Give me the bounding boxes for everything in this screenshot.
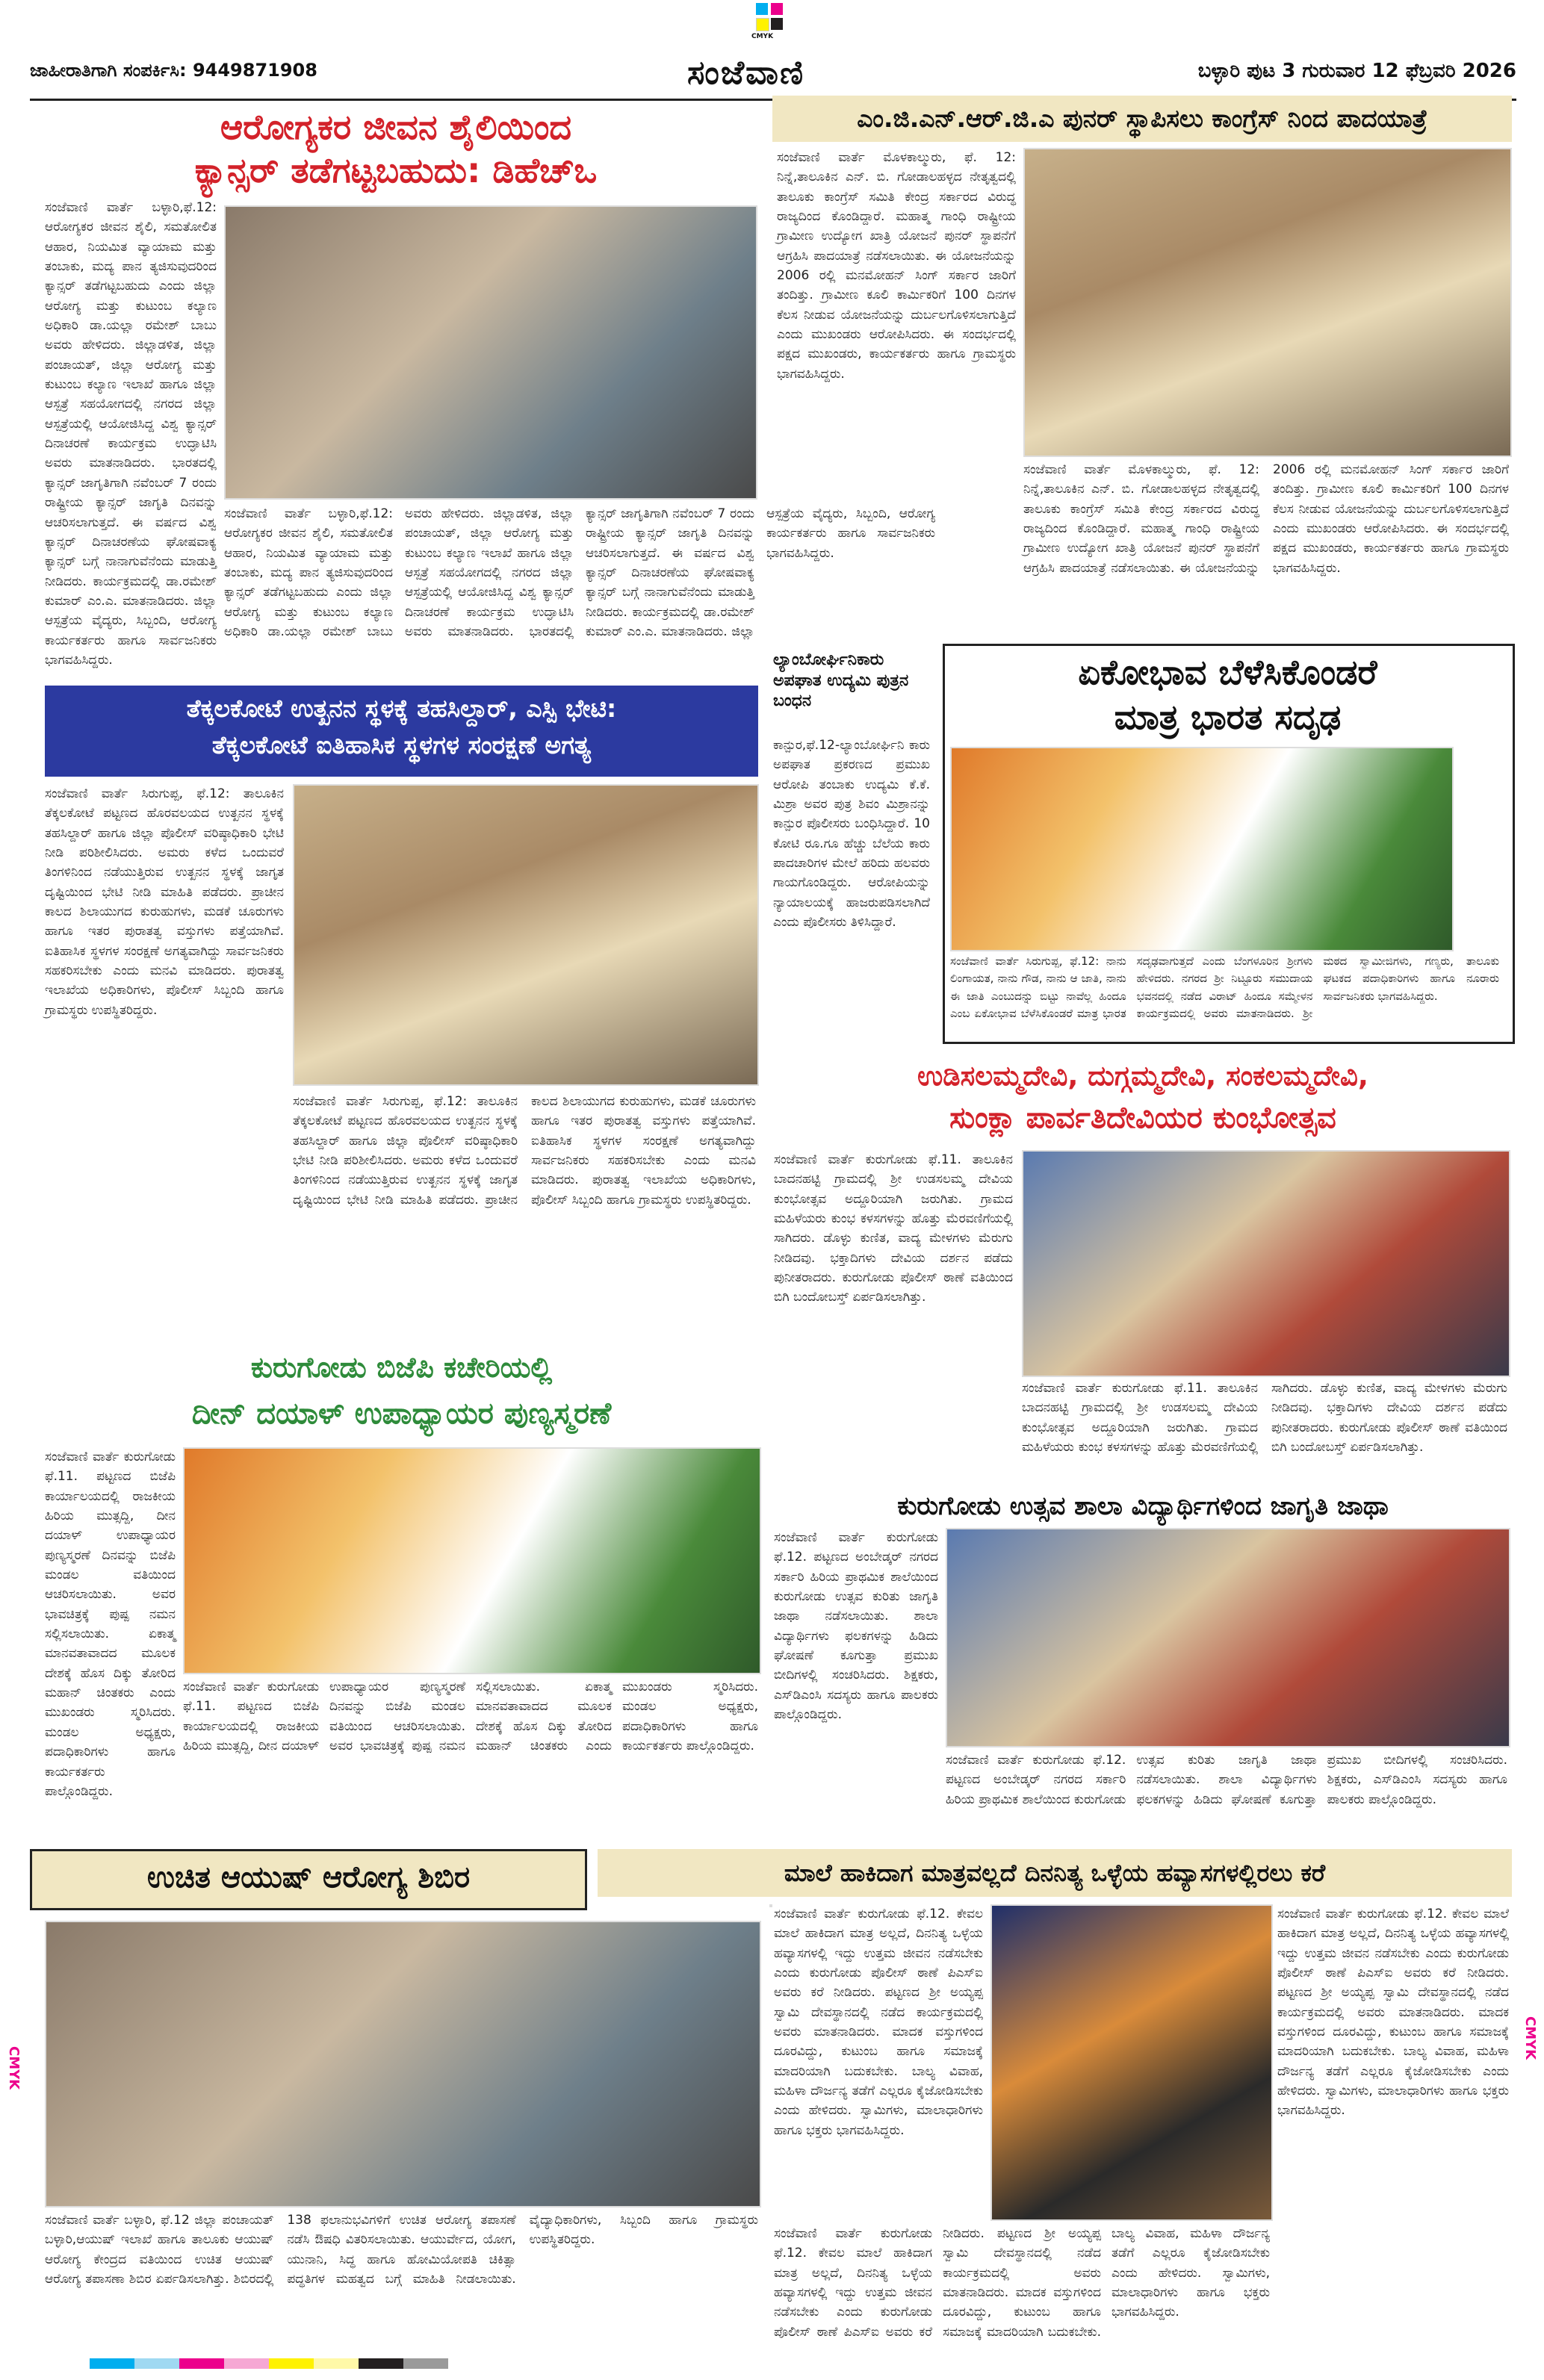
ayush-headline-box xyxy=(30,1849,587,1910)
cancer-headline-line2: ಕ್ಯಾನ್ಸರ್ ತಡೆಗಟ್ಟಬಹುದು: ಡಿಹೆಚ್‌ಒ xyxy=(194,150,598,190)
kumbhotsava-body-col1: ಸಂಜೆವಾಣಿ ವಾರ್ತೆ ಕುರುಗೋಡು ಫೆ.11. ತಾಲೂಕಿನ ಬಾದನಹಟ್ಟಿ ಗ್ರಾಮದಲ್ಲಿ ಶ್ರೀ ಉಡಸಲಮ್ಮ ದೇವಿಯ ಕುಂಭೋತ್ಸವ ಅದ್ದೂರಿಯಾಗಿ ಜರುಗಿತು. ಗ್ರಾಮದ ಮಹಿಳೆಯರು ಕುಂಭ ಕಳಸಗಳನ್ನು ಹೊತ್ತು ಮೆರವಣಿಗೆಯಲ್ಲಿ ಸಾಗಿದರು. ಡೊಳ್ಳು ಕುಣಿತ, ವಾದ್ಯ ಮೇಳಗಳು ಮೆರುಗು ನೀಡಿದವು. ಭಕ್ತಾದಿಗಳು ದೇವಿಯ ದರ್ಶನ ಪಡೆದು ಪುನೀತರಾದರು. ಕುರುಗೋಡು ಪೊಲೀಸ್ ಠಾಣೆ ವತಿಯಿಂದ ಬಿಗಿ ಬಂದೋಬಸ್ತ್ ಏರ್ಪಡಿಸಲಾಗಿತ್ತು. xyxy=(774,1152,1013,1305)
cmyk-left-label: CMYK xyxy=(6,2046,22,2090)
color-swatch xyxy=(359,2358,403,2369)
ekobhava-headline-line1: ಏಕೋಭಾವ ಬೆಳೆಸಿಕೊಂಡರೆ xyxy=(1078,652,1377,692)
deen-dayal-body-col1: ಸಂಜೆವಾಣಿ ವಾರ್ತೆ ಕುರುಗೋಡು ಫೆ.11. ಪಟ್ಟಣದ ಬಿಜೆಪಿ ಕಾರ್ಯಾಲಯದಲ್ಲಿ ರಾಜಕೀಯ ಹಿರಿಯ ಮುತ್ಸದ್ದಿ, ದೀನ ದಯಾಳ್ ಉಪಾಧ್ಯಾಯರ ಪುಣ್ಯಸ್ಮರಣೆ ದಿನವನ್ನು ಬಿಜೆಪಿ ಮಂಡಲ ವತಿಯಿಂದ ಆಚರಿಸಲಾಯಿತು. ಅವರ ಭಾವಚಿತ್ರಕ್ಕೆ ಪುಷ್ಪ ನಮನ ಸಲ್ಲಿಸಲಾಯಿತು. ಏಕಾತ್ಮ ಮಾನವತಾವಾದದ ಮೂಲಕ ದೇಶಕ್ಕೆ ಹೊಸ ದಿಕ್ಕು ತೋರಿದ ಮಹಾನ್ ಚಿಂತಕರು ಎಂದು ಮುಖಂಡರು ಸ್ಮರಿಸಿದರು. ಮಂಡಲ ಅಧ್ಯಕ್ಷರು, ಪದಾಧಿಕಾರಿಗಳು ಹಾಗೂ ಕಾರ್ಯಕರ್ತರು ಪಾಲ್ಗೊಂಡಿದ್ದರು. xyxy=(45,1450,176,1799)
paper-logo xyxy=(687,54,804,92)
ekobhava-headline-line2: ಮಾತ್ರ ಭಾರತ ಸದೃಢ xyxy=(1114,697,1342,737)
cancer-body-col2: ಸಂಜೆವಾಣಿ ವಾರ್ತೆ ಬಳ್ಳಾರಿ,ಫೆ.12: ಆರೋಗ್ಯಕರ ಜೀವನ ಶೈಲಿ, ಸಮತೋಲಿತ ಆಹಾರ, ನಿಯಮಿತ ವ್ಯಾಯಾಮ ಮತ್ತು ತಂಬಾಕು, ಮದ್ಯ ಪಾನ ತ್ಯಜಿಸುವುದರಿಂದ ಕ್ಯಾನ್ಸರ್ ತಡೆಗಟ್ಟಬಹುದು ಎಂದು ಜಿಲ್ಲಾ ಆರೋಗ್ಯ ಮತ್ತು ಕುಟುಂಬ ಕಲ್ಯಾಣ ಅಧಿಕಾರಿ ಡಾ.ಯಲ್ಲಾ ರಮೇಶ್ ಬಾಬು ಅವರು ಹೇಳಿದರು. ಜಿಲ್ಲಾಡಳಿತ, ಜಿಲ್ಲಾ ಪಂಚಾಯತ್, ಜಿಲ್ಲಾ ಆರೋಗ್ಯ ಮತ್ತು ಕುಟುಂಬ ಕಲ್ಯಾಣ ಇಲಾಖೆ ಹಾಗೂ ಜಿಲ್ಲಾ ಆಸ್ಪತ್ರೆ ಸಹಯೋಗದಲ್ಲಿ ನಗರದ ಜಿಲ್ಲಾ ಆಸ್ಪತ್ರೆಯಲ್ಲಿ ಆಯೋಜಿಸಿದ್ದ ವಿಶ್ವ ಕ್ಯಾನ್ಸರ್ ದಿನಾಚರಣೆ ಕಾರ್ಯಕ್ರಮ ಉದ್ಘಾಟಿಸಿ ಅವರು ಮಾತನಾಡಿದರು. ಭಾರತದಲ್ಲಿ ಕ್ಯಾನ್ಸರ್ ಜಾಗೃತಿಗಾಗಿ ನವೆಂಬರ್ 7 ರಂದು ರಾಷ್ಟ್ರೀಯ ಕ್ಯಾನ್ಸರ್ ಜಾಗೃತಿ ದಿನವನ್ನು ಆಚರಿಸಲಾಗುತ್ತದೆ. ಈ ವರ್ಷದ ವಿಶ್ವ ಕ್ಯಾನ್ಸರ್ ದಿನಾಚರಣೆಯ ಘೋಷವಾಕ್ಯ ಕ್ಯಾನ್ಸರ್ ಬಗ್ಗೆ ನಾನಾಗುವೆನೆಂದು ಮಾಡುತ್ತಿ ನೀಡಿದರು. ಕಾರ್ಯಕ್ರಮದಲ್ಲಿ ಡಾ.ರಮೇಶ್ ಕುಮಾರ್ ಎಂ.ಎ. ಮಾತನಾಡಿದರು. ಜಿಲ್ಲಾ ಆಸ್ಪತ್ರೆಯ ವೈದ್ಯರು, ಸಿಬ್ಬಂದಿ, ಆರೋಗ್ಯ ಕಾರ್ಯಕರ್ತರು ಹಾಗೂ ಸಾರ್ವಜನಿಕರು ಭಾಗವಹಿಸಿದ್ದರು. xyxy=(224,506,935,640)
maale-spacer xyxy=(769,1904,772,1907)
padayatra-photo xyxy=(1023,148,1512,457)
maale-body-col3: ಸಂಜೆವಾಣಿ ವಾರ್ತೆ ಕುರುಗೋಡು ಫೆ.12. ಕೇವಲ ಮಾಲೆ ಹಾಕಿದಾಗ ಮಾತ್ರ ಅಲ್ಲದೆ, ದಿನನಿತ್ಯ ಒಳ್ಳೆಯ ಹವ್ಯಾಸಗಳಲ್ಲಿ ಇದ್ದು ಉತ್ತಮ ಜೀವನ ನಡೆಸಬೇಕು ಎಂದು ಕುರುಗೋಡು ಪೊಲೀಸ್ ಠಾಣೆ ಪಿಎಸ್‌ಐ ಅವರು ಕರೆ ನೀಡಿದರು. ಪಟ್ಟಣದ ಶ್ರೀ ಅಯ್ಯಪ್ಪ ಸ್ವಾಮಿ ದೇವಸ್ಥಾನದಲ್ಲಿ ನಡೆದ ಕಾರ್ಯಕ್ರಮದಲ್ಲಿ ಅವರು ಮಾತನಾಡಿದರು. ಮಾದಕ ವಸ್ತುಗಳಿಂದ ದೂರವಿದ್ದು, ಕುಟುಂಬ ಹಾಗೂ ಸಮಾಜಕ್ಕೆ ಮಾದರಿಯಾಗಿ ಬದುಕಬೇಕು. ಬಾಲ್ಯ ವಿವಾಹ, ಮಹಿಳಾ ದೌರ್ಜನ್ಯ ತಡೆಗೆ ಎಲ್ಲರೂ ಕೈಜೋಡಿಸಬೇಕು ಎಂದು ಹೇಳಿದರು. ಸ್ವಾಮಿಗಳು, ಮಾಲಾಧಾರಿಗಳು ಹಾಗೂ ಭಕ್ತರು ಭಾಗವಹಿಸಿದ್ದರು. xyxy=(1277,1907,1509,2119)
ayush-headline: ಉಚಿತ ಆಯುಷ್ ಆರೋಗ್ಯ ಶಿಬಿರ xyxy=(146,1860,471,1895)
cmyk-left-mark xyxy=(6,2046,22,2092)
cancer-headline-line1: ಆರೋಗ್ಯಕರ ಜೀವನ ಶೈಲಿಯಿಂದ xyxy=(220,107,572,147)
padayatra-headline-box xyxy=(772,96,1512,142)
padayatra-body-col1: ಸಂಜೆವಾಣಿ ವಾರ್ತೆ ಮೊಳಕಾಲ್ಮುರು, ಫೆ. 12: ನಿನ್ನೆ,ತಾಲೂಕಿನ ಎನ್. ಬಿ. ಗೋಡಾಲಹಳ್ಳದ ನೇತೃತ್ವದಲ್ಲಿ ತಾಲೂಕು ಕಾಂಗ್ರೆಸ್ ಸಮಿತಿ ಕೇಂದ್ರ ಸರ್ಕಾರದ ವಿರುದ್ಧ ರಾಜ್ಯದಿಂದ ಕೊಂಡಿದ್ದಾರೆ. ಮಹಾತ್ಮ ಗಾಂಧಿ ರಾಷ್ಟ್ರೀಯ ಗ್ರಾಮೀಣ ಉದ್ಯೋಗ ಖಾತ್ರಿ ಯೋಜನೆ ಪುನರ್ ಸ್ಥಾಪನೆಗೆ ಆಗ್ರಹಿಸಿ ಪಾದಯಾತ್ರೆ ನಡೆಸಲಾಯಿತು. ಈ ಯೋಜನೆಯನ್ನು 2006 ರಲ್ಲಿ ಮನಮೋಹನ್ ಸಿಂಗ್ ಸರ್ಕಾರ ಜಾರಿಗೆ ತಂದಿತ್ತು. ಗ್ರಾಮೀಣ ಕೂಲಿ ಕಾರ್ಮಿಕರಿಗೆ 100 ದಿನಗಳ ಕೆಲಸ ನೀಡುವ ಯೋಜನೆಯನ್ನು ದುರ್ಬಲಗೊಳಿಸಲಾಗುತ್ತಿದೆ ಎಂದು ಮುಖಂಡರು ಆರೋಪಿಸಿದರು. ಈ ಸಂದರ್ಭದಲ್ಲಿ ಪಕ್ಷದ ಮುಖಂಡರು, ಕಾರ್ಯಕರ್ತರು ಹಾಗೂ ಗ್ರಾಮಸ್ಥರು ಭಾಗವಹಿಸಿದ್ದರು. xyxy=(777,150,1016,382)
maale-body-col1: ಸಂಜೆವಾಣಿ ವಾರ್ತೆ ಕುರುಗೋಡು ಫೆ.12. ಕೇವಲ ಮಾಲೆ ಹಾಕಿದಾಗ ಮಾತ್ರ ಅಲ್ಲದೆ, ದಿನನಿತ್ಯ ಒಳ್ಳೆಯ ಹವ್ಯಾಸಗಳಲ್ಲಿ ಇದ್ದು ಉತ್ತಮ ಜೀವನ ನಡೆಸಬೇಕು ಎಂದು ಕುರುಗೋಡು ಪೊಲೀಸ್ ಠಾಣೆ ಪಿಎಸ್‌ಐ ಅವರು ಕರೆ ನೀಡಿದರು. ಪಟ್ಟಣದ ಶ್ರೀ ಅಯ್ಯಪ್ಪ ಸ್ವಾಮಿ ದೇವಸ್ಥಾನದಲ್ಲಿ ನಡೆದ ಕಾರ್ಯಕ್ರಮದಲ್ಲಿ ಅವರು ಮಾತನಾಡಿದರು. ಮಾದಕ ವಸ್ತುಗಳಿಂದ ದೂರವಿದ್ದು, ಕುಟುಂಬ ಹಾಗೂ ಸಮಾಜಕ್ಕೆ ಮಾದರಿಯಾಗಿ ಬದುಕಬೇಕು. ಬಾಲ್ಯ ವಿವಾಹ, ಮಹಿಳಾ ದೌರ್ಜನ್ಯ ತಡೆಗೆ ಎಲ್ಲರೂ ಕೈಜೋಡಿಸಬೇಕು ಎಂದು ಹೇಳಿದರು. ಸ್ವಾಮಿಗಳು, ಮಾಲಾಧಾರಿಗಳು ಹಾಗೂ ಭಕ್ತರು ಭಾಗವಹಿಸಿದ್ದರು. xyxy=(774,1907,983,2138)
deen-dayal-headline-line1: ಕುರುಗೋಡು ಬಿಜೆಪಿ ಕಚೇರಿಯಲ್ಲಿ xyxy=(250,1351,553,1384)
jatha-headline: ಕುರುಗೋಡು ಉತ್ಸವ ಶಾಲಾ ವಿದ್ಯಾರ್ಥಿಗಳಿಂದ ಜಾಗೃತಿ ಜಾಥಾ xyxy=(897,1491,1389,1521)
tekkalakote-headline-banner xyxy=(45,686,758,777)
maale-body-col2: ಸಂಜೆವಾಣಿ ವಾರ್ತೆ ಕುರುಗೋಡು ಫೆ.12. ಕೇವಲ ಮಾಲೆ ಹಾಕಿದಾಗ ಮಾತ್ರ ಅಲ್ಲದೆ, ದಿನನಿತ್ಯ ಒಳ್ಳೆಯ ಹವ್ಯಾಸಗಳಲ್ಲಿ ಇದ್ದು ಉತ್ತಮ ಜೀವನ ನಡೆಸಬೇಕು ಎಂದು ಕುರುಗೋಡು ಪೊಲೀಸ್ ಠಾಣೆ ಪಿಎಸ್‌ಐ ಅವರು ಕರೆ ನೀಡಿದರು. ಪಟ್ಟಣದ ಶ್ರೀ ಅಯ್ಯಪ್ಪ ಸ್ವಾಮಿ ದೇವಸ್ಥಾನದಲ್ಲಿ ನಡೆದ ಕಾರ್ಯಕ್ರಮದಲ್ಲಿ ಅವರು ಮಾತನಾಡಿದರು. ಮಾದಕ ವಸ್ತುಗಳಿಂದ ದೂರವಿದ್ದು, ಕುಟುಂಬ ಹಾಗೂ ಸಮಾಜಕ್ಕೆ ಮಾದರಿಯಾಗಿ ಬದುಕಬೇಕು. ಬಾಲ್ಯ ವಿವಾಹ, ಮಹಿಳಾ ದೌರ್ಜನ್ಯ ತಡೆಗೆ ಎಲ್ಲರೂ ಕೈಜೋಡಿಸಬೇಕು ಎಂದು ಹೇಳಿದರು. ಸ್ವಾಮಿಗಳು, ಮಾಲಾಧಾರಿಗಳು ಹಾಗೂ ಭಕ್ತರು ಭಾಗವಹಿಸಿದ್ದರು. xyxy=(774,2226,1270,2340)
color-swatch xyxy=(403,2358,448,2369)
color-swatch xyxy=(90,2358,134,2369)
cmyk-top-mark xyxy=(751,3,789,40)
cancer-body-col1: ಸಂಜೆವಾಣಿ ವಾರ್ತೆ ಬಳ್ಳಾರಿ,ಫೆ.12: ಆರೋಗ್ಯಕರ ಜೀವನ ಶೈಲಿ, ಸಮತೋಲಿತ ಆಹಾರ, ನಿಯಮಿತ ವ್ಯಾಯಾಮ ಮತ್ತು ತಂಬಾಕು, ಮದ್ಯ ಪಾನ ತ್ಯಜಿಸುವುದರಿಂದ ಕ್ಯಾನ್ಸರ್ ತಡೆಗಟ್ಟಬಹುದು ಎಂದು ಜಿಲ್ಲಾ ಆರೋಗ್ಯ ಮತ್ತು ಕುಟುಂಬ ಕಲ್ಯಾಣ ಅಧಿಕಾರಿ ಡಾ.ಯಲ್ಲಾ ರಮೇಶ್ ಬಾಬು ಅವರು ಹೇಳಿದರು. ಜಿಲ್ಲಾಡಳಿತ, ಜಿಲ್ಲಾ ಪಂಚಾಯತ್, ಜಿಲ್ಲಾ ಆರೋಗ್ಯ ಮತ್ತು ಕುಟುಂಬ ಕಲ್ಯಾಣ ಇಲಾಖೆ ಹಾಗೂ ಜಿಲ್ಲಾ ಆಸ್ಪತ್ರೆ ಸಹಯೋಗದಲ್ಲಿ ನಗರದ ಜಿಲ್ಲಾ ಆಸ್ಪತ್ರೆಯಲ್ಲಿ ಆಯೋಜಿಸಿದ್ದ ವಿಶ್ವ ಕ್ಯಾನ್ಸರ್ ದಿನಾಚರಣೆ ಕಾರ್ಯಕ್ರಮ ಉದ್ಘಾಟಿಸಿ ಅವರು ಮಾತನಾಡಿದರು. ಭಾರತದಲ್ಲಿ ಕ್ಯಾನ್ಸರ್ ಜಾಗೃತಿಗಾಗಿ ನವೆಂಬರ್ 7 ರಂದು ರಾಷ್ಟ್ರೀಯ ಕ್ಯಾನ್ಸರ್ ಜಾಗೃತಿ ದಿನವನ್ನು ಆಚರಿಸಲಾಗುತ್ತದೆ. ಈ ವರ್ಷದ ವಿಶ್ವ ಕ್ಯಾನ್ಸರ್ ದಿನಾಚರಣೆಯ ಘೋಷವಾಕ್ಯ ಕ್ಯಾನ್ಸರ್ ಬಗ್ಗೆ ನಾನಾಗುವೆನೆಂದು ಮಾಡುತ್ತಿ ನೀಡಿದರು. ಕಾರ್ಯಕ್ರಮದಲ್ಲಿ ಡಾ.ರಮೇಶ್ ಕುಮಾರ್ ಎಂ.ಎ. ಮಾತನಾಡಿದರು. ಜಿಲ್ಲಾ ಆಸ್ಪತ್ರೆಯ ವೈದ್ಯರು, ಸಿಬ್ಬಂದಿ, ಆರೋಗ್ಯ ಕಾರ್ಯಕರ್ತರು ಹಾಗೂ ಸಾರ್ವಜನಿಕರು ಭಾಗವಹಿಸಿದ್ದರು. xyxy=(45,200,217,668)
color-swatch xyxy=(269,2358,314,2369)
jatha-body-col2: ಸಂಜೆವಾಣಿ ವಾರ್ತೆ ಕುರುಗೋಡು ಫೆ.12. ಪಟ್ಟಣದ ಅಂಬೇಡ್ಕರ್ ನಗರದ ಸರ್ಕಾರಿ ಹಿರಿಯ ಪ್ರಾಥಮಿಕ ಶಾಲೆಯಿಂದ ಕುರುಗೋಡು ಉತ್ಸವ ಕುರಿತು ಜಾಗೃತಿ ಜಾಥಾ ನಡೆಸಲಾಯಿತು. ಶಾಲಾ ವಿದ್ಯಾರ್ಥಿಗಳು ಫಲಕಗಳನ್ನು ಹಿಡಿದು ಘೋಷಣೆ ಕೂಗುತ್ತಾ ಪ್ರಮುಖ ಬೀದಿಗಳಲ್ಲಿ ಸಂಚರಿಸಿದರು. ಶಿಕ್ಷಕರು, ಎಸ್‌ಡಿಎಂಸಿ ಸದಸ್ಯರು ಹಾಗೂ ಪಾಲಕರು ಪಾಲ್ಗೊಂಡಿದ್ದರು. xyxy=(946,1753,1507,1807)
masthead xyxy=(30,54,1516,101)
dateline: ಬಳ್ಳಾರಿ ಪುಟ 3 ಗುರುವಾರ 12 ಫೆಬ್ರವರಿ 2026 xyxy=(1197,60,1516,82)
maale-gathering-photo xyxy=(990,1904,1273,2221)
ekobhava-body: ಸಂಜೆವಾಣಿ ವಾರ್ತೆ ಸಿರುಗುಪ್ಪ, ಫೆ.12: ನಾನು ಲಿಂಗಾಯತ, ನಾನು ಗೌಡ, ನಾನು ಆ ಜಾತಿ, ನಾನು ಈ ಜಾತಿ ಎಂಬುದನ್ನು ಬಿಟ್ಟು ನಾವೆಲ್ಲ ಹಿಂದೂ ಎಂಬ ಏಕೋಭಾವ ಬೆಳೆಸಿಕೊಂಡರೆ ಮಾತ್ರ ಭಾರತ ಸದೃಢವಾಗುತ್ತದೆ ಎಂದು ಬೆಂಗಳೂರಿನ ಶ್ರೀಗಳು ಹೇಳಿದರು. ನಗರದ ಶ್ರೀ ನಿಟ್ಟೂರು ಸಮುದಾಯ ಭವನದಲ್ಲಿ ನಡೆದ ವಿರಾಟ್ ಹಿಂದೂ ಸಮ್ಮೇಳನ ಕಾರ್ಯಕ್ರಮದಲ್ಲಿ ಅವರು ಮಾತನಾಡಿದರು. ಶ್ರೀ ಮಠದ ಸ್ವಾಮೀಜಿಗಳು, ಗಣ್ಯರು, ತಾಲೂಕು ಘಟಕದ ಪದಾಧಿಕಾರಿಗಳು ಹಾಗೂ ನೂರಾರು ಸಾರ್ವಜನಿಕರು ಭಾಗವಹಿಸಿದ್ದರು. xyxy=(950,954,1499,1020)
kumbhotsava-headline-line2: ಸುಂಕ್ಲಾ ಪಾರ್ವತಿದೇವಿಯರ ಕುಂಭೋತ್ಸವ xyxy=(949,1101,1336,1135)
lyamboti-headline: ಲ್ಯಾಂಬೋರ್ಘಿನಿಕಾರು ಅಪಘಾತ ಉದ್ಯಮಿ ಪುತ್ರನ ಬಂಧನ xyxy=(773,650,909,710)
padayatra-headline: ಎಂ.ಜಿ.ಎನ್.ಆರ್.ಜಿ.ಎ ಪುನರ್ ಸ್ಥಾಪಿಸಲು ಕಾಂಗ್ರೆಸ್ ನಿಂದ ಪಾದಯಾತ್ರೆ xyxy=(857,104,1427,133)
maale-headline: ಮಾಲೆ ಹಾಕಿದಾಗ ಮಾತ್ರವಲ್ಲದೆ ದಿನನಿತ್ಯ ಒಳ್ಳೆಯ ಹವ್ಯಾಸಗಳಲ್ಲಿರಲು ಕರೆ xyxy=(784,1859,1326,1887)
ekobhava-stage-photo xyxy=(950,747,1454,951)
deen-dayal-headline-line2: ದೀನ್ ದಯಾಳ್ ಉಪಾಧ್ಯಾಯರ ಪುಣ್ಯಸ್ಮರಣೆ xyxy=(191,1396,612,1431)
color-swatch xyxy=(314,2358,359,2369)
padayatra-body-col2: ಸಂಜೆವಾಣಿ ವಾರ್ತೆ ಮೊಳಕಾಲ್ಮುರು, ಫೆ. 12: ನಿನ್ನೆ,ತಾಲೂಕಿನ ಎನ್. ಬಿ. ಗೋಡಾಲಹಳ್ಳದ ನೇತೃತ್ವದಲ್ಲಿ ತಾಲೂಕು ಕಾಂಗ್ರೆಸ್ ಸಮಿತಿ ಕೇಂದ್ರ ಸರ್ಕಾರದ ವಿರುದ್ಧ ರಾಜ್ಯದಿಂದ ಕೊಂಡಿದ್ದಾರೆ. ಮಹಾತ್ಮ ಗಾಂಧಿ ರಾಷ್ಟ್ರೀಯ ಗ್ರಾಮೀಣ ಉದ್ಯೋಗ ಖಾತ್ರಿ ಯೋಜನೆ ಪುನರ್ ಸ್ಥಾಪನೆಗೆ ಆಗ್ರಹಿಸಿ ಪಾದಯಾತ್ರೆ ನಡೆಸಲಾಯಿತು. ಈ ಯೋಜನೆಯನ್ನು 2006 ರಲ್ಲಿ ಮನಮೋಹನ್ ಸಿಂಗ್ ಸರ್ಕಾರ ಜಾರಿಗೆ ತಂದಿತ್ತು. ಗ್ರಾಮೀಣ ಕೂಲಿ ಕಾರ್ಮಿಕರಿಗೆ 100 ದಿನಗಳ ಕೆಲಸ ನೀಡುವ ಯೋಜನೆಯನ್ನು ದುರ್ಬಲಗೊಳಿಸಲಾಗುತ್ತಿದೆ ಎಂದು ಮುಖಂಡರು ಆರೋಪಿಸಿದರು. ಈ ಸಂದರ್ಭದಲ್ಲಿ ಪಕ್ಷದ ಮುಖಂಡರು, ಕಾರ್ಯಕರ್ತರು ಹಾಗೂ ಗ್ರಾಮಸ್ಥರು ಭಾಗವಹಿಸಿದ್ದರು. xyxy=(1023,462,1509,576)
color-swatch xyxy=(179,2358,224,2369)
color-swatch xyxy=(134,2358,179,2369)
jatha-body-col1: ಸಂಜೆವಾಣಿ ವಾರ್ತೆ ಕುರುಗೋಡು ಫೆ.12. ಪಟ್ಟಣದ ಅಂಬೇಡ್ಕರ್ ನಗರದ ಸರ್ಕಾರಿ ಹಿರಿಯ ಪ್ರಾಥಮಿಕ ಶಾಲೆಯಿಂದ ಕುರುಗೋಡು ಉತ್ಸವ ಕುರಿತು ಜಾಗೃತಿ ಜಾಥಾ ನಡೆಸಲಾಯಿತು. ಶಾಲಾ ವಿದ್ಯಾರ್ಥಿಗಳು ಫಲಕಗಳನ್ನು ಹಿಡಿದು ಘೋಷಣೆ ಕೂಗುತ್ತಾ ಪ್ರಮುಖ ಬೀದಿಗಳಲ್ಲಿ ಸಂಚರಿಸಿದರು. ಶಿಕ್ಷಕರು, ಎಸ್‌ಡಿಎಂಸಿ ಸದಸ್ಯರು ಹಾಗೂ ಪಾಲಕರು ಪಾಲ್ಗೊಂಡಿದ್ದರು. xyxy=(774,1530,938,1723)
ad-contact: ಜಾಹೀರಾತಿಗಾಗಿ ಸಂಪರ್ಕಿಸಿ: 9449871908 xyxy=(30,60,317,81)
tekkalakote-headline-line1: ತೆಕ್ಕಲಕೋಟೆ ಉತ್ಖನನ ಸ್ಥಳಕ್ಕೆ ತಹಸಿಲ್ದಾರ್, ಎಸ್ಪಿ ಭೇಟಿ: xyxy=(186,694,617,723)
cmyk-right-label: CMYK xyxy=(1522,2016,1538,2060)
tekkalakote-site-photo xyxy=(293,784,759,1086)
tekkalakote-body-col2: ಸಂಜೆವಾಣಿ ವಾರ್ತೆ ಸಿರುಗುಪ್ಪ, ಫೆ.12: ತಾಲೂಕಿನ ತೆಕ್ಕಲಕೋಟೆ ಪಟ್ಟಣದ ಹೊರವಲಯದ ಉತ್ಖನನ ಸ್ಥಳಕ್ಕೆ ತಹಸಿಲ್ದಾರ್ ಹಾಗೂ ಜಿಲ್ಲಾ ಪೊಲೀಸ್ ವರಿಷ್ಠಾಧಿಕಾರಿ ಭೇಟಿ ನೀಡಿ ಪರಿಶೀಲಿಸಿದರು. ಅಮರು ಕಳೆದ ಒಂದುವರೆ ತಿಂಗಳಿನಿಂದ ನಡೆಯುತ್ತಿರುವ ಉತ್ಖನನ ಸ್ಥಳಕ್ಕೆ ಜಾಗೃತ ದೃಷ್ಟಿಯಿಂದ ಭೇಟಿ ನೀಡಿ ಮಾಹಿತಿ ಪಡೆದರು. ಪ್ರಾಚೀನ ಕಾಲದ ಶಿಲಾಯುಗದ ಕುರುಹುಗಳು, ಮಡಕೆ ಚೂರುಗಳು ಹಾಗೂ ಇತರ ಪುರಾತತ್ವ ವಸ್ತುಗಳು ಪತ್ತೆಯಾಗಿವೆ. ಐತಿಹಾಸಿಕ ಸ್ಥಳಗಳ ಸಂರಕ್ಷಣೆ ಅಗತ್ಯವಾಗಿದ್ದು ಸಾರ್ವಜನಿಕರು ಸಹಕರಿಸಬೇಕು ಎಂದು ಮನವಿ ಮಾಡಿದರು. ಪುರಾತತ್ವ ಇಲಾಖೆಯ ಅಧಿಕಾರಿಗಳು, ಪೊಲೀಸ್ ಸಿಬ್ಬಂದಿ ಹಾಗೂ ಗ್ರಾಮಸ್ಥರು ಉಪಸ್ಥಿತರಿದ್ದರು. xyxy=(293,1094,756,1208)
color-swatch xyxy=(224,2358,269,2369)
cmyk-top-label: CMYK xyxy=(751,33,774,40)
tekkalakote-headline-line2: ತೆಕ್ಕಲಕೋಟೆ ಐತಿಹಾಸಿಕ ಸ್ಥಳಗಳ ಸಂರಕ್ಷಣೆ ಅಗತ್ಯ xyxy=(211,730,592,760)
jatha-students-photo xyxy=(946,1528,1510,1747)
ayush-camp-photo xyxy=(45,1921,761,2207)
deen-dayal-body-col2: ಸಂಜೆವಾಣಿ ವಾರ್ತೆ ಕುರುಗೋಡು ಫೆ.11. ಪಟ್ಟಣದ ಬಿಜೆಪಿ ಕಾರ್ಯಾಲಯದಲ್ಲಿ ರಾಜಕೀಯ ಹಿರಿಯ ಮುತ್ಸದ್ದಿ, ದೀನ ದಯಾಳ್ ಉಪಾಧ್ಯಾಯರ ಪುಣ್ಯಸ್ಮರಣೆ ದಿನವನ್ನು ಬಿಜೆಪಿ ಮಂಡಲ ವತಿಯಿಂದ ಆಚರಿಸಲಾಯಿತು. ಅವರ ಭಾವಚಿತ್ರಕ್ಕೆ ಪುಷ್ಪ ನಮನ ಸಲ್ಲಿಸಲಾಯಿತು. ಏಕಾತ್ಮ ಮಾನವತಾವಾದದ ಮೂಲಕ ದೇಶಕ್ಕೆ ಹೊಸ ದಿಕ್ಕು ತೋರಿದ ಮಹಾನ್ ಚಿಂತಕರು ಎಂದು ಮುಖಂಡರು ಸ್ಮರಿಸಿದರು. ಮಂಡಲ ಅಧ್ಯಕ್ಷರು, ಪದಾಧಿಕಾರಿಗಳು ಹಾಗೂ ಕಾರ್ಯಕರ್ತರು ಪಾಲ್ಗೊಂಡಿದ್ದರು. xyxy=(183,1680,758,1754)
kumbhotsava-body-col2: ಸಂಜೆವಾಣಿ ವಾರ್ತೆ ಕುರುಗೋಡು ಫೆ.11. ತಾಲೂಕಿನ ಬಾದನಹಟ್ಟಿ ಗ್ರಾಮದಲ್ಲಿ ಶ್ರೀ ಉಡಸಲಮ್ಮ ದೇವಿಯ ಕುಂಭೋತ್ಸವ ಅದ್ದೂರಿಯಾಗಿ ಜರುಗಿತು. ಗ್ರಾಮದ ಮಹಿಳೆಯರು ಕುಂಭ ಕಳಸಗಳನ್ನು ಹೊತ್ತು ಮೆರವಣಿಗೆಯಲ್ಲಿ ಸಾಗಿದರು. ಡೊಳ್ಳು ಕುಣಿತ, ವಾದ್ಯ ಮೇಳಗಳು ಮೆರುಗು ನೀಡಿದವು. ಭಕ್ತಾದಿಗಳು ದೇವಿಯ ದರ್ಶನ ಪಡೆದು ಪುನೀತರಾದರು. ಕುರುಗೋಡು ಪೊಲೀಸ್ ಠಾಣೆ ವತಿಯಿಂದ ಬಿಗಿ ಬಂದೋಬಸ್ತ್ ಏರ್ಪಡಿಸಲಾಗಿತ್ತು. xyxy=(1022,1381,1507,1455)
lyamboti-body: ಕಾನ್ಪುರ,ಫೆ.12-ಲ್ಯಾಂಬೋರ್ಘಿನಿ ಕಾರು ಅಪಘಾತ ಪ್ರಕರಣದ ಪ್ರಮುಖ ಆರೋಪಿ ತಂಬಾಕು ಉದ್ಯಮಿ ಕೆ.ಕೆ. ಮಿಶ್ರಾ ಅವರ ಪುತ್ರ ಶಿವಂ ಮಿಶ್ರಾನನ್ನು ಕಾನ್ಪುರ ಪೊಲೀಸರು ಬಂಧಿಸಿದ್ದಾರೆ. 10 ಕೋಟಿ ರೂ.ಗೂ ಹೆಚ್ಚು ಬೆಲೆಯ ಕಾರು ಪಾದಚಾರಿಗಳ ಮೇಲೆ ಹರಿದು ಹಲವರು ಗಾಯಗೊಂಡಿದ್ದರು. ಆರೋಪಿಯನ್ನು ನ್ಯಾಯಾಲಯಕ್ಕೆ ಹಾಜರುಪಡಿಸಲಾಗಿದೆ ಎಂದು ಪೊಲೀಸರು ತಿಳಿಸಿದ್ದಾರೆ. xyxy=(773,738,930,930)
kumbhotsava-procession-photo xyxy=(1022,1150,1510,1377)
print-color-bar xyxy=(90,2358,448,2369)
tekkalakote-body-col1: ಸಂಜೆವಾಣಿ ವಾರ್ತೆ ಸಿರುಗುಪ್ಪ, ಫೆ.12: ತಾಲೂಕಿನ ತೆಕ್ಕಲಕೋಟೆ ಪಟ್ಟಣದ ಹೊರವಲಯದ ಉತ್ಖನನ ಸ್ಥಳಕ್ಕೆ ತಹಸಿಲ್ದಾರ್ ಹಾಗೂ ಜಿಲ್ಲಾ ಪೊಲೀಸ್ ವರಿಷ್ಠಾಧಿಕಾರಿ ಭೇಟಿ ನೀಡಿ ಪರಿಶೀಲಿಸಿದರು. ಅಮರು ಕಳೆದ ಒಂದುವರೆ ತಿಂಗಳಿನಿಂದ ನಡೆಯುತ್ತಿರುವ ಉತ್ಖನನ ಸ್ಥಳಕ್ಕೆ ಜಾಗೃತ ದೃಷ್ಟಿಯಿಂದ ಭೇಟಿ ನೀಡಿ ಮಾಹಿತಿ ಪಡೆದರು. ಪ್ರಾಚೀನ ಕಾಲದ ಶಿಲಾಯುಗದ ಕುರುಹುಗಳು, ಮಡಕೆ ಚೂರುಗಳು ಹಾಗೂ ಇತರ ಪುರಾತತ್ವ ವಸ್ತುಗಳು ಪತ್ತೆಯಾಗಿವೆ. ಐತಿಹಾಸಿಕ ಸ್ಥಳಗಳ ಸಂರಕ್ಷಣೆ ಅಗತ್ಯವಾಗಿದ್ದು ಸಾರ್ವಜನಿಕರು ಸಹಕರಿಸಬೇಕು ಎಂದು ಮನವಿ ಮಾಡಿದರು. ಪುರಾತತ್ವ ಇಲಾಖೆಯ ಅಧಿಕಾರಿಗಳು, ಪೊಲೀಸ್ ಸಿಬ್ಬಂದಿ ಹಾಗೂ ಗ್ರಾಮಸ್ಥರು ಉಪಸ್ಥಿತರಿದ್ದರು. xyxy=(45,786,284,1018)
cmyk-right-mark xyxy=(1522,2016,1539,2063)
cancer-event-photo xyxy=(224,205,757,500)
deen-dayal-group-photo xyxy=(183,1447,761,1674)
kumbhotsava-headline-line1: ಉಡಿಸಲಮ್ಮದೇವಿ, ದುಗ್ಗಮ್ಮದೇವಿ, ಸಂಕಲಮ್ಮದೇವಿ, xyxy=(917,1060,1368,1092)
maale-headline-box xyxy=(598,1849,1512,1897)
paper-name: ಸಂಜೆವಾಣಿ xyxy=(687,54,805,92)
ayush-body: ಸಂಜೆವಾಣಿ ವಾರ್ತೆ ಬಳ್ಳಾರಿ, ಫೆ.12 ಜಿಲ್ಲಾ ಪಂಚಾಯತ್ ಬಳ್ಳಾರಿ,ಆಯುಷ್ ಇಲಾಖೆ ಹಾಗೂ ತಾಲೂಕು ಆಯುಷ್ ಆರೋಗ್ಯ ಕೇಂದ್ರದ ವತಿಯಿಂದ ಉಚಿತ ಆಯುಷ್ ಆರೋಗ್ಯ ತಪಾಸಣಾ ಶಿಬಿರ ಏರ್ಪಡಿಸಲಾಗಿತ್ತು. ಶಿಬಿರದಲ್ಲಿ 138 ಫಲಾನುಭವಿಗಳಿಗೆ ಉಚಿತ ಆರೋಗ್ಯ ತಪಾಸಣೆ ನಡೆಸಿ ಔಷಧಿ ವಿತರಿಸಲಾಯಿತು. ಆಯುರ್ವೇದ, ಯೋಗ, ಯುನಾನಿ, ಸಿದ್ಧ ಹಾಗೂ ಹೋಮಿಯೋಪತಿ ಚಿಕಿತ್ಸಾ ಪದ್ಧತಿಗಳ ಮಹತ್ವದ ಬಗ್ಗೆ ಮಾಹಿತಿ ನೀಡಲಾಯಿತು. ವೈದ್ಯಾಧಿಕಾರಿಗಳು, ಸಿಬ್ಬಂದಿ ಹಾಗೂ ಗ್ರಾಮಸ್ಥರು ಉಪಸ್ಥಿತರಿದ್ದರು. xyxy=(45,2213,758,2287)
